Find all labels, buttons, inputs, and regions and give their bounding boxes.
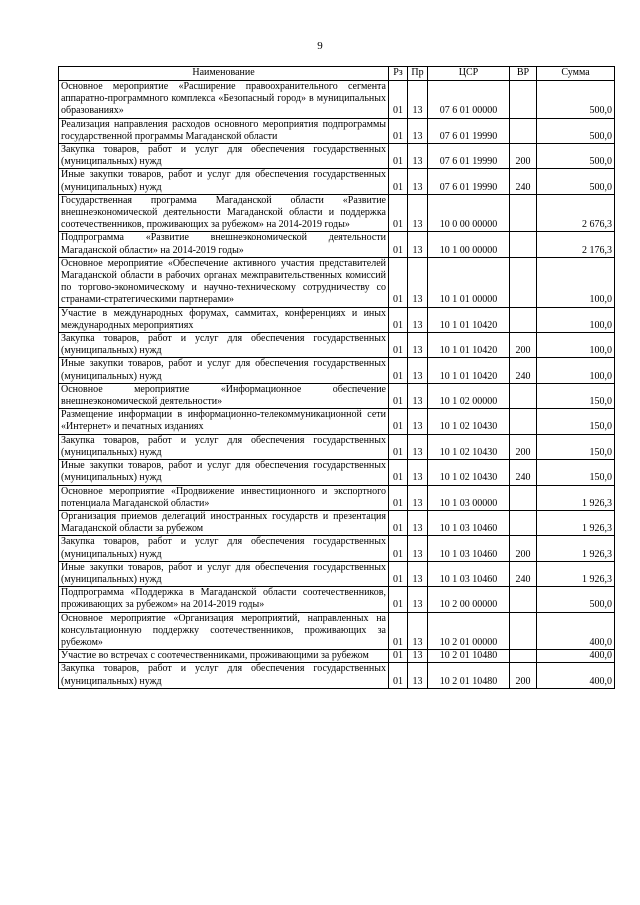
cell-vr: [510, 510, 537, 535]
cell-csr: 10 1 02 00000: [428, 383, 510, 408]
cell-pr: 13: [408, 434, 428, 459]
cell-sum: 1 926,3: [537, 561, 615, 586]
cell-name: Размещение информации в информационно-телекоммуникационной сети «Интернет» и печатных изданиях: [59, 409, 389, 434]
cell-sum: 1 926,3: [537, 485, 615, 510]
header-name: Наименование: [59, 67, 389, 81]
budget-table: [58, 66, 615, 689]
cell-rz: 01: [389, 383, 408, 408]
cell-rz: 01: [389, 307, 408, 332]
cell-csr: 10 1 02 10430: [428, 409, 510, 434]
table-row: [59, 561, 615, 586]
cell-rz: 01: [389, 612, 408, 650]
cell-vr: 200: [510, 434, 537, 459]
cell-name: Основное мероприятие «Расширение правоохранительного сегмента аппаратно-программного комплекса «Безопасный город» в муниципальных образованиях»: [59, 81, 389, 119]
cell-pr: 13: [408, 485, 428, 510]
header-vr: ВР: [510, 67, 537, 81]
cell-rz: 01: [389, 510, 408, 535]
cell-pr: 13: [408, 561, 428, 586]
cell-sum: 100,0: [537, 307, 615, 332]
cell-vr: 240: [510, 460, 537, 485]
cell-csr: 07 6 01 19990: [428, 169, 510, 194]
cell-csr: 10 1 03 10460: [428, 561, 510, 586]
cell-name: Закупка товаров, работ и услуг для обеспечения государственных (муниципальных) нужд: [59, 333, 389, 358]
cell-csr: 10 2 00 00000: [428, 587, 510, 612]
cell-vr: [510, 81, 537, 119]
cell-name: Закупка товаров, работ и услуг для обеспечения государственных (муниципальных) нужд: [59, 536, 389, 561]
cell-vr: 240: [510, 169, 537, 194]
cell-csr: 10 2 01 10480: [428, 663, 510, 688]
cell-pr: 13: [408, 409, 428, 434]
cell-rz: 01: [389, 144, 408, 169]
cell-vr: [510, 232, 537, 257]
cell-name: Основное мероприятие «Информационное обеспечение внешнеэкономической деятельности»: [59, 383, 389, 408]
cell-pr: 13: [408, 612, 428, 650]
cell-vr: 200: [510, 536, 537, 561]
table-row: [59, 307, 615, 332]
cell-vr: [510, 118, 537, 143]
table-row: [59, 650, 615, 663]
cell-csr: 10 1 00 00000: [428, 232, 510, 257]
cell-sum: 500,0: [537, 118, 615, 143]
cell-name: Основное мероприятие «Организация мероприятий, направленных на консультационную поддержку соотечественников, проживающих за рубежом»: [59, 612, 389, 650]
cell-csr: 10 2 01 00000: [428, 612, 510, 650]
cell-pr: 13: [408, 663, 428, 688]
cell-vr: [510, 485, 537, 510]
table-row: [59, 460, 615, 485]
cell-name: Организация приемов делегаций иностранных государств и презентация Магаданской области за рубежом: [59, 510, 389, 535]
cell-vr: [510, 383, 537, 408]
table-row: [59, 409, 615, 434]
cell-rz: 01: [389, 194, 408, 232]
header-pr: Пр: [408, 67, 428, 81]
page-number: 9: [317, 40, 323, 52]
table-row: [59, 612, 615, 650]
cell-pr: 13: [408, 536, 428, 561]
cell-pr: 13: [408, 510, 428, 535]
cell-name: Реализация направления расходов основного мероприятия подпрограммы государственной программы Магаданской области: [59, 118, 389, 143]
cell-sum: 150,0: [537, 409, 615, 434]
cell-sum: 2 676,3: [537, 194, 615, 232]
cell-sum: 150,0: [537, 460, 615, 485]
table-row: [59, 510, 615, 535]
table-row: [59, 257, 615, 307]
table-row: [59, 536, 615, 561]
cell-pr: 13: [408, 307, 428, 332]
cell-csr: 10 1 01 10420: [428, 358, 510, 383]
cell-csr: 10 2 01 10480: [428, 650, 510, 663]
cell-sum: 100,0: [537, 257, 615, 307]
cell-csr: 10 1 02 10430: [428, 434, 510, 459]
table-row: [59, 383, 615, 408]
cell-csr: 10 1 03 10460: [428, 536, 510, 561]
cell-name: Государственная программа Магаданской области «Развитие внешнеэкономической деятельности Магаданской области и поддержка соотечественников, проживающих за рубежом» на 2014-2019 годы»: [59, 194, 389, 232]
table-row: [59, 144, 615, 169]
table-row: [59, 358, 615, 383]
cell-pr: 13: [408, 587, 428, 612]
cell-name: Иные закупки товаров, работ и услуг для обеспечения государственных (муниципальных) нужд: [59, 169, 389, 194]
cell-rz: 01: [389, 257, 408, 307]
cell-name: Иные закупки товаров, работ и услуг для обеспечения государственных (муниципальных) нужд: [59, 460, 389, 485]
table-row: [59, 587, 615, 612]
cell-pr: 13: [408, 194, 428, 232]
header-csr: ЦСР: [428, 67, 510, 81]
table-row: [59, 194, 615, 232]
cell-vr: [510, 307, 537, 332]
cell-name: Подпрограмма «Развитие внешнеэкономической деятельности Магаданской области» на 2014-2019 годы»: [59, 232, 389, 257]
table-row: [59, 232, 615, 257]
cell-sum: 500,0: [537, 81, 615, 119]
cell-vr: 240: [510, 358, 537, 383]
cell-name: Иные закупки товаров, работ и услуг для обеспечения государственных (муниципальных) нужд: [59, 358, 389, 383]
cell-vr: [510, 587, 537, 612]
cell-rz: 01: [389, 333, 408, 358]
table-row: [59, 333, 615, 358]
cell-pr: 13: [408, 232, 428, 257]
cell-vr: 200: [510, 333, 537, 358]
table-row: [59, 118, 615, 143]
cell-sum: 100,0: [537, 333, 615, 358]
cell-rz: 01: [389, 485, 408, 510]
cell-pr: 13: [408, 169, 428, 194]
cell-name: Основное мероприятие «Продвижение инвестиционного и экспортного потенциала Магаданской области»: [59, 485, 389, 510]
cell-pr: 13: [408, 144, 428, 169]
cell-rz: 01: [389, 536, 408, 561]
cell-rz: 01: [389, 650, 408, 663]
cell-name: Закупка товаров, работ и услуг для обеспечения государственных (муниципальных) нужд: [59, 434, 389, 459]
table-row: [59, 169, 615, 194]
cell-csr: 10 0 00 00000: [428, 194, 510, 232]
cell-sum: 400,0: [537, 650, 615, 663]
cell-sum: 150,0: [537, 383, 615, 408]
cell-rz: 01: [389, 663, 408, 688]
cell-pr: 13: [408, 257, 428, 307]
cell-csr: 10 1 01 00000: [428, 257, 510, 307]
cell-pr: 13: [408, 118, 428, 143]
cell-csr: 10 1 02 10430: [428, 460, 510, 485]
cell-rz: 01: [389, 409, 408, 434]
table-body: [59, 81, 615, 689]
cell-csr: 07 6 01 19990: [428, 144, 510, 169]
cell-name: Подпрограмма «Поддержка в Магаданской области соотечественников, проживающих за рубежом» на 2014-2019 годы»: [59, 587, 389, 612]
cell-pr: 13: [408, 81, 428, 119]
table-row: [59, 434, 615, 459]
cell-vr: [510, 612, 537, 650]
cell-csr: 07 6 01 00000: [428, 81, 510, 119]
cell-pr: 13: [408, 650, 428, 663]
table-row: [59, 81, 615, 119]
table-row: [59, 663, 615, 688]
cell-name: Закупка товаров, работ и услуг для обеспечения государственных (муниципальных) нужд: [59, 663, 389, 688]
table-header-row: [59, 67, 615, 81]
cell-name: Иные закупки товаров, работ и услуг для обеспечения государственных (муниципальных) нужд: [59, 561, 389, 586]
cell-vr: 200: [510, 663, 537, 688]
header-rz: Рз: [389, 67, 408, 81]
cell-vr: 200: [510, 144, 537, 169]
cell-pr: 13: [408, 333, 428, 358]
cell-rz: 01: [389, 232, 408, 257]
cell-rz: 01: [389, 358, 408, 383]
cell-rz: 01: [389, 561, 408, 586]
cell-sum: 1 926,3: [537, 510, 615, 535]
cell-sum: 100,0: [537, 358, 615, 383]
cell-csr: 10 1 03 10460: [428, 510, 510, 535]
cell-csr: 10 1 01 10420: [428, 333, 510, 358]
cell-sum: 2 176,3: [537, 232, 615, 257]
cell-vr: [510, 194, 537, 232]
cell-rz: 01: [389, 587, 408, 612]
cell-sum: 400,0: [537, 663, 615, 688]
cell-sum: 500,0: [537, 587, 615, 612]
cell-rz: 01: [389, 118, 408, 143]
cell-pr: 13: [408, 460, 428, 485]
cell-pr: 13: [408, 358, 428, 383]
cell-name: Участие во встречах с соотечественниками, проживающими за рубежом: [59, 650, 389, 663]
cell-csr: 10 1 03 00000: [428, 485, 510, 510]
cell-rz: 01: [389, 169, 408, 194]
cell-rz: 01: [389, 434, 408, 459]
cell-vr: [510, 650, 537, 663]
cell-name: Участие в международных форумах, саммитах, конференциях и иных международных мероприятиях: [59, 307, 389, 332]
cell-sum: 400,0: [537, 612, 615, 650]
header-sum: Сумма: [537, 67, 615, 81]
cell-rz: 01: [389, 81, 408, 119]
table-row: [59, 485, 615, 510]
cell-vr: [510, 257, 537, 307]
cell-vr: [510, 409, 537, 434]
cell-rz: 01: [389, 460, 408, 485]
cell-sum: 150,0: [537, 434, 615, 459]
cell-pr: 13: [408, 383, 428, 408]
cell-csr: 10 1 01 10420: [428, 307, 510, 332]
cell-csr: 07 6 01 19990: [428, 118, 510, 143]
cell-sum: 1 926,3: [537, 536, 615, 561]
cell-vr: 240: [510, 561, 537, 586]
cell-sum: 500,0: [537, 169, 615, 194]
cell-sum: 500,0: [537, 144, 615, 169]
cell-name: Основное мероприятие «Обеспечение активного участия представителей Магаданской области в рабочих органах межправительственных комиссий по торгово-экономическому и научно-техническому сотрудничеству со странами-стратегическими партнерами»: [59, 257, 389, 307]
cell-name: Закупка товаров, работ и услуг для обеспечения государственных (муниципальных) нужд: [59, 144, 389, 169]
